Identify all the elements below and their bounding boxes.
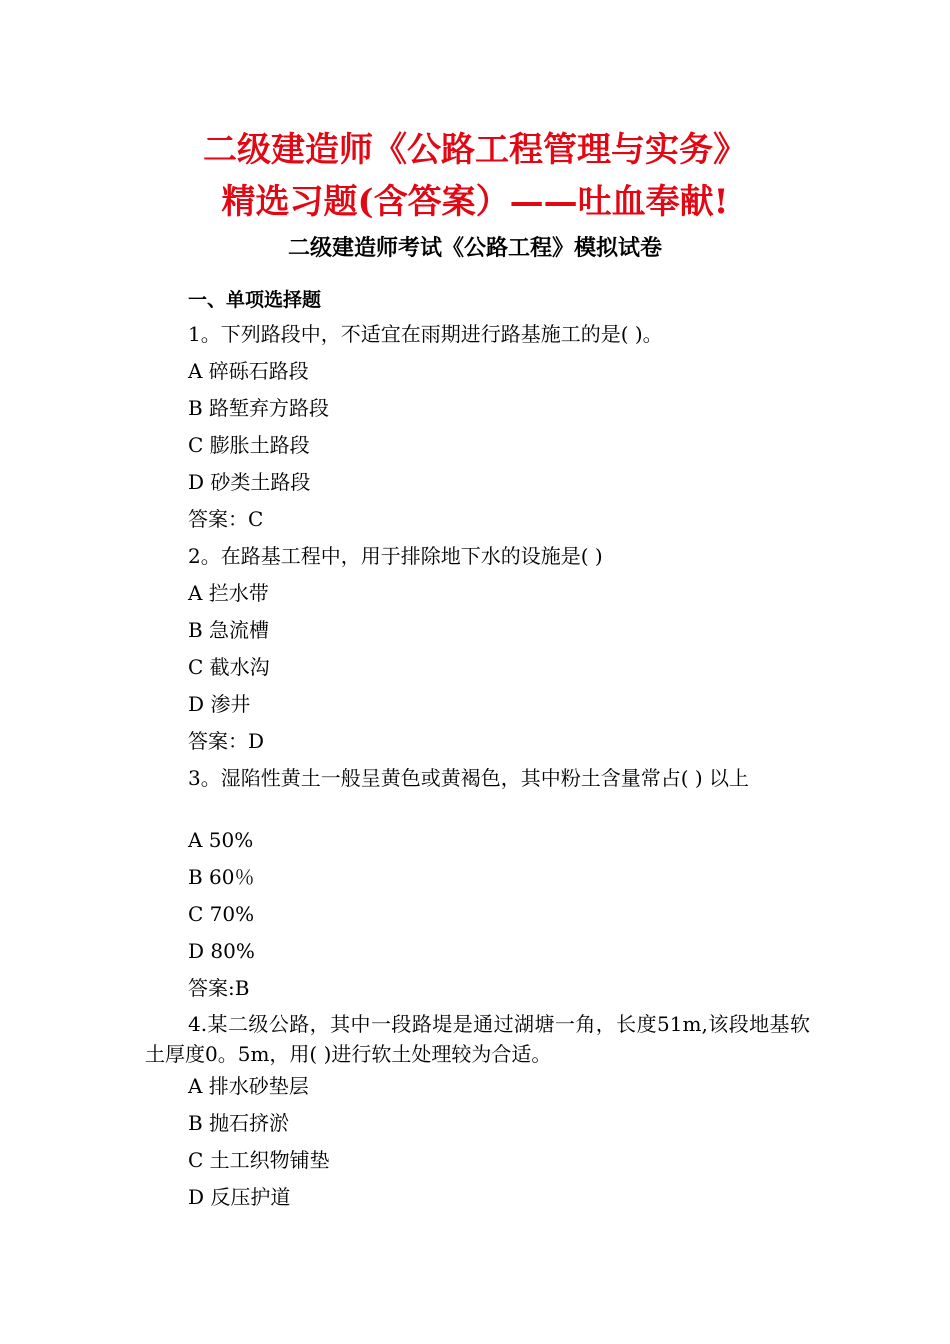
question-3-option-c: C 70% xyxy=(188,902,255,926)
question-2-option-c: C 截水沟 xyxy=(188,655,270,679)
question-3-option-a: A 50% xyxy=(188,828,254,852)
question-2-stem: 2。在路基工程中，用于排除地下水的设施是( ) xyxy=(188,544,603,568)
document-title-line-2: 精选习题(含答案）——吐血奉献! xyxy=(221,182,729,222)
question-2-option-d: D 渗井 xyxy=(188,692,251,716)
question-4-option-c: C 土工织物铺垫 xyxy=(188,1148,330,1172)
question-2-answer: 答案：D xyxy=(188,729,265,753)
question-3-answer: 答案:B xyxy=(188,976,250,1000)
document-title-line-1: 二级建造师《公路工程管理与实务》 xyxy=(203,130,747,170)
question-1-stem: 1。下列路段中，不适宜在雨期进行路基施工的是( )。 xyxy=(188,322,663,346)
question-3-option-b: B 60％ xyxy=(188,865,255,889)
question-3-option-d: D 80% xyxy=(188,939,255,963)
question-3-stem: 3。湿陷性黄土一般呈黄色或黄褐色，其中粉土含量常占( ) 以上 xyxy=(188,766,750,790)
question-4-option-a: A 排水砂垫层 xyxy=(188,1074,309,1098)
question-2-option-b: B 急流槽 xyxy=(188,618,270,642)
exam-subtitle: 二级建造师考试《公路工程》模拟试卷 xyxy=(287,236,662,261)
section-heading: 一、单项选择题 xyxy=(188,289,322,311)
question-4-stem: 4.某二级公路，其中一段路堤是通过湖塘一角，长度51m,该段地基软土厚度0。5m，用( )进行软土处理较为合适。 xyxy=(145,1012,810,1066)
question-1-option-a: A 碎砾石路段 xyxy=(188,359,309,383)
question-1-option-b: B 路堑弃方路段 xyxy=(188,396,330,420)
question-4-option-b: B 抛石挤淤 xyxy=(188,1111,290,1135)
question-1-answer: 答案：C xyxy=(188,507,264,531)
question-1-option-d: D 砂类土路段 xyxy=(188,470,311,494)
question-4-option-d: D 反压护道 xyxy=(188,1185,291,1209)
question-2-option-a: A 拦水带 xyxy=(188,581,269,605)
question-1-option-c: C 膨胀土路段 xyxy=(188,433,310,457)
